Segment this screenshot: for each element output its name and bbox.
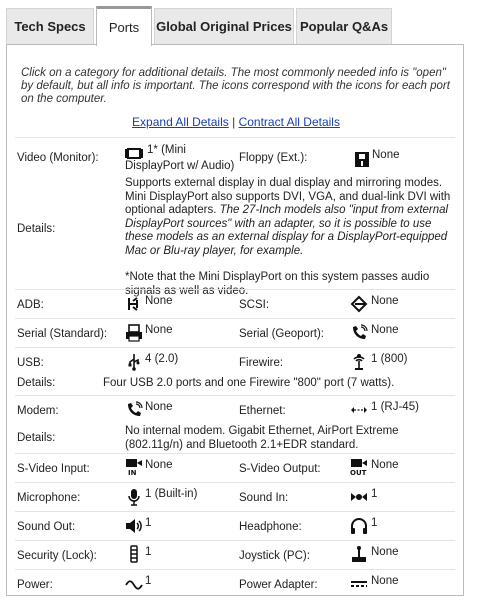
phone-icon bbox=[350, 324, 368, 342]
intro-text: Click on a category for additional details. The most commonly needed info is "open" by default, but all info is important. The icons correspond with the icons for each port on the computer. bbox=[21, 67, 450, 105]
headphone-label: Headphone: bbox=[239, 521, 302, 533]
power-adapter-icon bbox=[350, 575, 368, 593]
floppy-icon bbox=[353, 150, 371, 168]
modem-value: None bbox=[145, 401, 173, 413]
microphone-value: 1 (Built-in) bbox=[145, 488, 198, 500]
modem-row[interactable] bbox=[15, 395, 455, 424]
adb-icon bbox=[125, 295, 143, 313]
video-details-label: Details: bbox=[17, 223, 56, 235]
firewire-icon bbox=[350, 353, 368, 371]
svg-text:IN: IN bbox=[128, 469, 137, 476]
modem-details-text: No internal modem. Gigabit Ethernet, AirPort Extreme (802.11g/n) and Bluetooth 2.1+EDR standard. bbox=[125, 425, 399, 451]
modem-details-row bbox=[15, 423, 455, 453]
video-details-text bbox=[125, 177, 453, 298]
video-value-line2: DisplayPort w/ Audio) bbox=[125, 160, 235, 172]
tab-popular-qas[interactable]: Popular Q&As bbox=[296, 8, 392, 44]
power-adapter-value: None bbox=[371, 575, 399, 587]
svideo-output-label: S-Video Output: bbox=[239, 463, 321, 475]
speaker-icon bbox=[125, 517, 143, 535]
headphone-icon bbox=[350, 517, 368, 535]
lock-icon bbox=[125, 545, 143, 563]
scsi-label: SCSI: bbox=[239, 299, 270, 311]
geoport-label: Serial (Geoport): bbox=[239, 328, 325, 340]
links-separator: | bbox=[228, 115, 239, 129]
firewire-label: Firewire: bbox=[239, 357, 284, 369]
power-adapter-label: Power Adapter: bbox=[239, 579, 318, 591]
video-details-p1a: Supports external display in dual display and mirroring modes. Mini DisplayPort also supports DVI, VGA, and dual-link DVI with optional adapters. bbox=[125, 177, 451, 216]
video-details-p1b: The 27-Inch models also "input from external DisplayPort sources" with an adapter, so it is possible to use these models as an external display for a DisplayPort-equipped Mac or Blu-ray player, for example. bbox=[125, 204, 449, 257]
sound-in-value: 1 bbox=[371, 488, 378, 500]
serial-value: None bbox=[145, 324, 173, 336]
microphone-icon bbox=[125, 488, 143, 506]
tab-bar bbox=[6, 6, 486, 44]
serial-label: Serial (Standard): bbox=[17, 328, 108, 340]
power-value: 1 bbox=[145, 575, 152, 587]
adb-row[interactable] bbox=[15, 289, 455, 318]
tab-tech-specs[interactable]: Tech Specs bbox=[6, 8, 94, 44]
svideo-out-icon bbox=[350, 458, 368, 476]
ethernet-value: 1 (RJ-45) bbox=[371, 401, 419, 413]
modem-phone-icon bbox=[125, 401, 143, 419]
usb-details-text: Four USB 2.0 ports and one Firewire "800" port (7 watts). bbox=[103, 377, 395, 389]
geoport-value: None bbox=[371, 324, 399, 336]
adb-label: ADB: bbox=[17, 299, 44, 311]
svideo-output-value: None bbox=[371, 459, 399, 471]
svg-text:OUT: OUT bbox=[350, 469, 367, 476]
video-row[interactable] bbox=[15, 137, 455, 176]
video-value-line1: 1* (Mini bbox=[147, 144, 186, 156]
ethernet-icon bbox=[350, 401, 368, 419]
scsi-value: None bbox=[371, 295, 399, 307]
usb-value: 4 (2.0) bbox=[145, 353, 179, 365]
modem-details-label: Details: bbox=[17, 432, 56, 444]
video-label: Video (Monitor): bbox=[17, 152, 99, 164]
svideo-row[interactable] bbox=[15, 453, 455, 482]
modem-label: Modem: bbox=[17, 405, 59, 417]
security-label: Security (Lock): bbox=[17, 550, 97, 562]
svideo-in-icon bbox=[125, 458, 143, 476]
floppy-value: None bbox=[372, 149, 400, 161]
usb-details-label: Details: bbox=[17, 377, 56, 389]
security-value: 1 bbox=[145, 546, 152, 558]
usb-label: USB: bbox=[17, 357, 44, 369]
serial-row[interactable] bbox=[15, 318, 455, 347]
expand-contract-links bbox=[7, 115, 465, 129]
firewire-value: 1 (800) bbox=[371, 353, 408, 365]
power-label: Power: bbox=[17, 579, 53, 591]
sound-in-label: Sound In: bbox=[239, 492, 289, 504]
printer-icon bbox=[125, 324, 143, 342]
svideo-input-label: S-Video Input: bbox=[17, 463, 90, 475]
scsi-icon bbox=[350, 295, 368, 313]
tab-global-original-prices[interactable]: Global Original Prices bbox=[154, 8, 294, 44]
video-details-p2: *Note that the Mini DisplayPort on this system passes audio signals as well as video. bbox=[125, 271, 430, 297]
ethernet-label: Ethernet: bbox=[239, 405, 286, 417]
usb-icon bbox=[125, 353, 143, 371]
joystick-label: Joystick (PC): bbox=[239, 550, 310, 562]
joystick-value: None bbox=[371, 546, 399, 558]
sound-out-row[interactable] bbox=[15, 511, 455, 540]
ports-panel bbox=[6, 44, 464, 596]
svideo-input-value: None bbox=[145, 459, 173, 471]
sound-out-value: 1 bbox=[145, 517, 152, 529]
microphone-label: Microphone: bbox=[17, 492, 81, 504]
joystick-icon bbox=[350, 545, 368, 563]
power-row[interactable] bbox=[15, 569, 455, 598]
usb-details-row bbox=[15, 375, 455, 395]
expand-all-link[interactable]: Expand All Details bbox=[132, 115, 229, 129]
contract-all-link[interactable]: Contract All Details bbox=[238, 115, 340, 129]
video-details-row bbox=[15, 175, 455, 297]
floppy-label: Floppy (Ext.): bbox=[239, 152, 308, 164]
tab-ports[interactable]: Ports bbox=[96, 6, 152, 46]
headphone-value: 1 bbox=[371, 517, 378, 529]
sound-out-label: Sound Out: bbox=[17, 521, 76, 533]
power-ac-icon bbox=[125, 575, 143, 593]
adb-value: None bbox=[145, 295, 173, 307]
microphone-row[interactable] bbox=[15, 482, 455, 511]
sound-in-icon bbox=[350, 488, 368, 506]
security-row[interactable] bbox=[15, 540, 455, 569]
usb-row[interactable] bbox=[15, 347, 455, 376]
